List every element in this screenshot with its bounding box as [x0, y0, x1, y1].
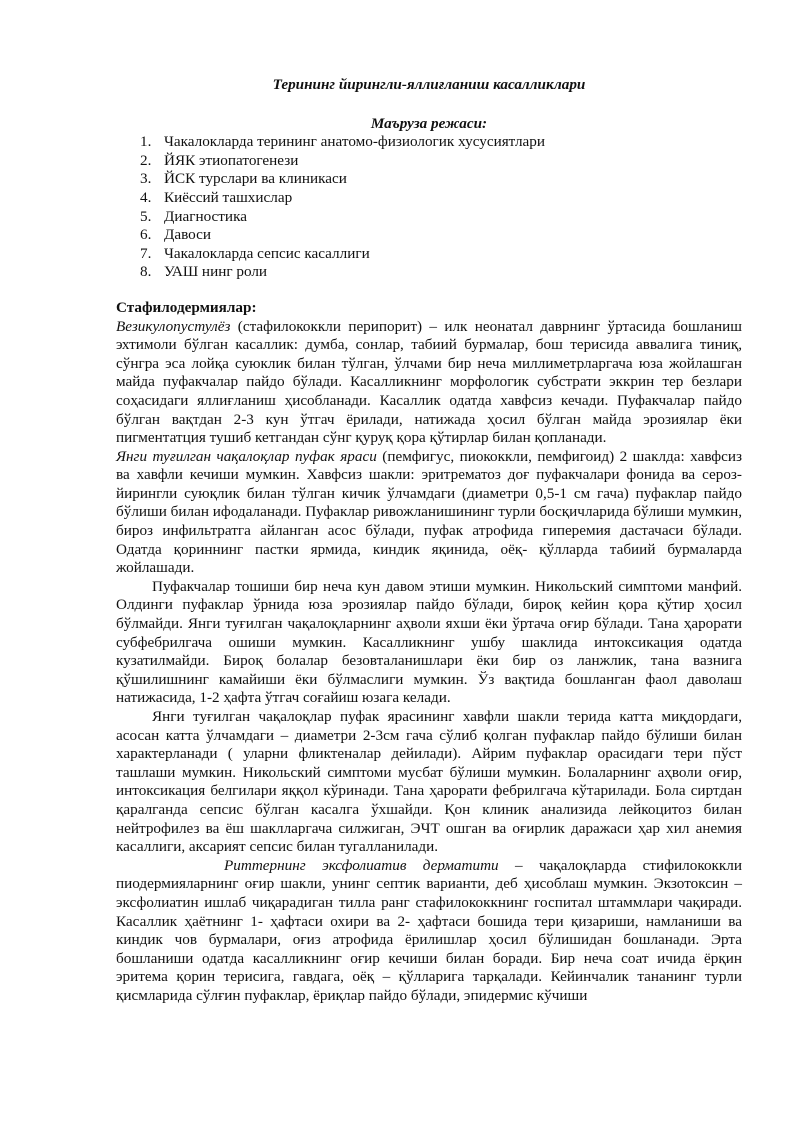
list-item-text: Чакалокларда терининг анатомо-физиологик хусусиятлари: [164, 133, 545, 151]
list-item-text: ЙСК турслари ва клиникаси: [164, 170, 347, 188]
paragraph-text: (стафилококкли перипорит) – илк неонатал даврнинг ўртасида бошланиш эхтимоли бўлган касаллик: думба, сонлар, табиий бурмалар, бош терисида аввалига тиниқ, сўнгра эса лойқа суюклик билан тўлган, ўлчами бир неча миллиметрларгача юза жойлашган майда пуфакчалар пайдо бўлади. Касалликнинг морфологик субстрати эккрин тер безлари соҳасидаги яллиғланиш ҳисобланади. Касаллик одатда хавфсиз кечади. Пуфакчалар пайдо бўлган вақтдан 2-3 кун ўтгач ёрилади, натижада ҳосил бўлган майда эрозиялар ёки пигментатция тушиб кетгандан сўнг қуруқ қора қўтирлар билан қопланади.: [116, 317, 742, 447]
list-item: [116, 226, 742, 245]
list-item-number: 5.: [140, 207, 152, 225]
document-title: Терининг йирингли-яллиғланиш касалликлари: [272, 76, 586, 93]
list-item-number: 4.: [140, 188, 152, 206]
document-page: [116, 72, 742, 1006]
paragraph-vesiculopustulosis: [116, 318, 742, 448]
list-item: [116, 245, 742, 264]
term-ritter: Риттернинг эксфолиатив дерматити: [224, 856, 499, 874]
list-item-number: 7.: [140, 244, 152, 262]
section-heading: Стафилодермиялар:: [116, 298, 257, 316]
list-item: [116, 170, 742, 189]
list-item-text: Давоси: [164, 226, 212, 244]
list-item-text: Чакалокларда сепсис касаллиги: [164, 244, 370, 262]
paragraph-ritter: [116, 857, 742, 1006]
paragraph-pemphigus-malignant: Янги туғилган чақалоқлар пуфак ярасининг хавфли шакли терида катта миқдордаги, асосан катта ўлчамдаги – диаметри 2-3см гача сўлиб қолган пуфаклар пайдо бўлиши билан характерланади ( уларни фликтеналар дейилади). Айрим пуфаклар орасидаги тери пўст ташлаши мумкин. Никольский симптоми мусбат бўлиши мумкин. Болаларнинг аҳволи оғир, интоксикация белгилари яққол кўринади. Тана ҳарорати фебрилгача кўтарилади. Бола сиртдан қаралганда сепсис бўлган касалга ўхшайди. Қон клиник анализида лейкоцитоз билан нейтрофилез ва ёш шаклларгача силжиган, ЭЧТ ошган ва оғирлик даражаси ҳар хил анемия касаллиги, аксарият сепсис билан тугалланилади.: [116, 708, 742, 856]
list-item-text: Киёссий ташхислар: [164, 188, 293, 206]
plan-list: [116, 133, 742, 282]
list-item-number: 2.: [140, 151, 152, 169]
list-item-number: 6.: [140, 226, 152, 244]
list-item-number: 8.: [140, 263, 152, 281]
paragraph-pemphigus-course: Пуфакчалар тошиши бир неча кун давом этиши мумкин. Никольский симптоми манфий. Олдинги пуфаклар ўрнида юза эрозиялар пайдо бўлади, бироқ кейин қора қўтир ҳосил бўлмайди. Янги туғилган чақалоқларнинг аҳволи яхши ёки ўртача оғир бўлади. Тана ҳарорати субфебрилгача ошиши мумкин. Касалликнинг ушбу шаклида интоксикация одатда кузатилмайди. Бироқ болалар безовталанишлари ёки бир оз ланжлик, тана вазнига қўшилишнинг камайиши ёки бўлмаслиги мумкин. Ўз вақтида бошланган фаол даволаш натижасида, 1-2 ҳафта ўтгач соғайиш юзага келади.: [116, 577, 742, 707]
plan-heading: Маъруза режаси:: [370, 114, 488, 132]
list-item: [116, 133, 742, 152]
paragraph-pemphigus: [116, 448, 742, 578]
paragraph-text: – чақалоқларда стифилококкли пиодермияларнинг оғир шакли, унинг септик варианти, деб ҳисоблаш мумкин. Экзотоксин – эксфолиатин ишлаб чиқарадиган тилла ранг стафилококкнинг госпитал штаммлари чақиради. Касаллик ҳаётнинг 1- ҳафтаси охири ва 2- ҳафтаси бошида тери қизариши, намланиши ва киндик чов бурмалари, оғиз атрофида ёрилишлар ҳосил бўлишидан бошланади. Эрта бошланиши одатда касалликнинг оғир кечиши билан боради. Бир неча соат ичида ёрқин эритема қорин терисига, гавдага, оёқ – қўлларига тарқалади. Кейинчалик тананинг турли қисмларида сўлғин пуфаклар, ёриқлар пайдо бўлади, эпидермис кўчиши: [116, 856, 742, 1004]
list-item-number: 3.: [140, 170, 152, 188]
list-item: [116, 189, 742, 208]
term-pemphigus: Янги туғилган чақалоқлар пуфак яраси: [116, 447, 377, 465]
list-item-text: УАШ нинг роли: [164, 263, 268, 281]
list-item-number: 1.: [140, 133, 152, 151]
list-item: [116, 263, 742, 282]
paragraph-text: (пемфигус, пиококкли, пемфигоид) 2 шаклда: хавфсиз ва хавфли кечиши мумкин. Хавфсиз шакли: эритрематоз доғ пуфакчалари фонида ва сероз-йирингли суюқлик билан тўлган кичик ўлчамдаги (диаметри 0,5-1 см гача) пуфаклар пайдо бўлиши билан ифодаланади. Пуфаклар ривожланишининг турли босқичларида бўлиши мумкин, бироз инфильтратга айланган асос бўлади, пуфак атрофида гиперемия дастачаси бўлади. Одатда қориннинг пастки ярмида, киндик яқинида, оёқ- қўлларда табиий бурмаларда жойлашади.: [116, 447, 742, 577]
list-item: [116, 208, 742, 227]
list-item: [116, 152, 742, 171]
list-item-text: ЙЯК этиопатогенези: [164, 151, 299, 169]
term-vesiculopustulosis: Везикулопустулёз: [116, 317, 231, 335]
list-item-text: Диагностика: [164, 207, 247, 225]
